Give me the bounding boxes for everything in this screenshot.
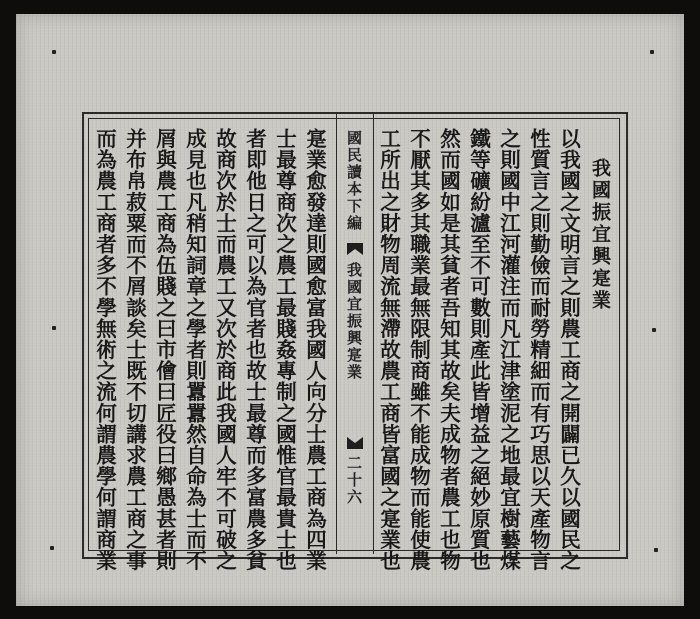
binding-hole	[652, 328, 656, 332]
lesson-title: 我國振宜興寔業	[589, 158, 611, 312]
body-column: 寔業愈發達則國愈富我國人向分士農工商為四業	[302, 128, 327, 572]
binding-hole	[52, 50, 56, 54]
body-column: 故商次於士而農工又次於商此我國人牢不可破之	[212, 128, 237, 572]
binding-hole	[52, 326, 56, 330]
banner-page-number: 二十六	[345, 455, 363, 506]
body-column: 之則國中江河灌注而凡江津塗泥之地最宜樹藝煤	[496, 128, 521, 572]
center-rule-left	[336, 113, 337, 554]
body-column: 屑與農工商為伍賤之曰市儈曰匠役曰鄉愚甚者則	[152, 128, 177, 572]
body-column: 不厭其多其職業最無限制商雖不能成物而能使農	[406, 128, 431, 572]
fishtail-mark-upper	[347, 243, 363, 255]
fishtail-mark-lower	[347, 437, 363, 449]
body-column: 而為農工商者多不學無術之流何謂農學何謂商業	[92, 128, 117, 572]
binding-hole	[654, 548, 658, 552]
binding-hole	[50, 546, 54, 550]
body-column: 成見也凡稍知詞章之學者則囂囂然自命為士而不	[182, 128, 207, 572]
body-column: 以我國之文明言之則農工商之開闢已久以國民之	[556, 128, 581, 572]
center-rule-right	[373, 113, 374, 554]
banner-lesson-title: 我國宜振興寔業	[345, 262, 363, 381]
body-column: 者即他日之可以為官者也故士最尊而多富農多貧	[242, 128, 267, 572]
body-column: 性質言之則勤儉而耐勞精細而有巧思以天產物言	[526, 128, 551, 572]
binding-hole	[650, 50, 654, 54]
body-column: 士最尊商次之農工最賤姦專制之國惟官最貴士也	[272, 128, 297, 572]
body-column: 并布帛菽粟而不屑談矣士既不切講求農工商之事	[122, 128, 147, 572]
body-column: 鐵等礦紛瀘至不可數則產此皆增益之絕妙原質也	[466, 128, 491, 572]
banner-book-title: 國民讀本下編	[345, 130, 363, 232]
body-column: 然而國如是其貧者吾知其故矣夫成物者農工也物	[436, 128, 461, 572]
body-column: 工所出之財物周流無滯故農工商皆富國之寔業也	[376, 128, 401, 572]
